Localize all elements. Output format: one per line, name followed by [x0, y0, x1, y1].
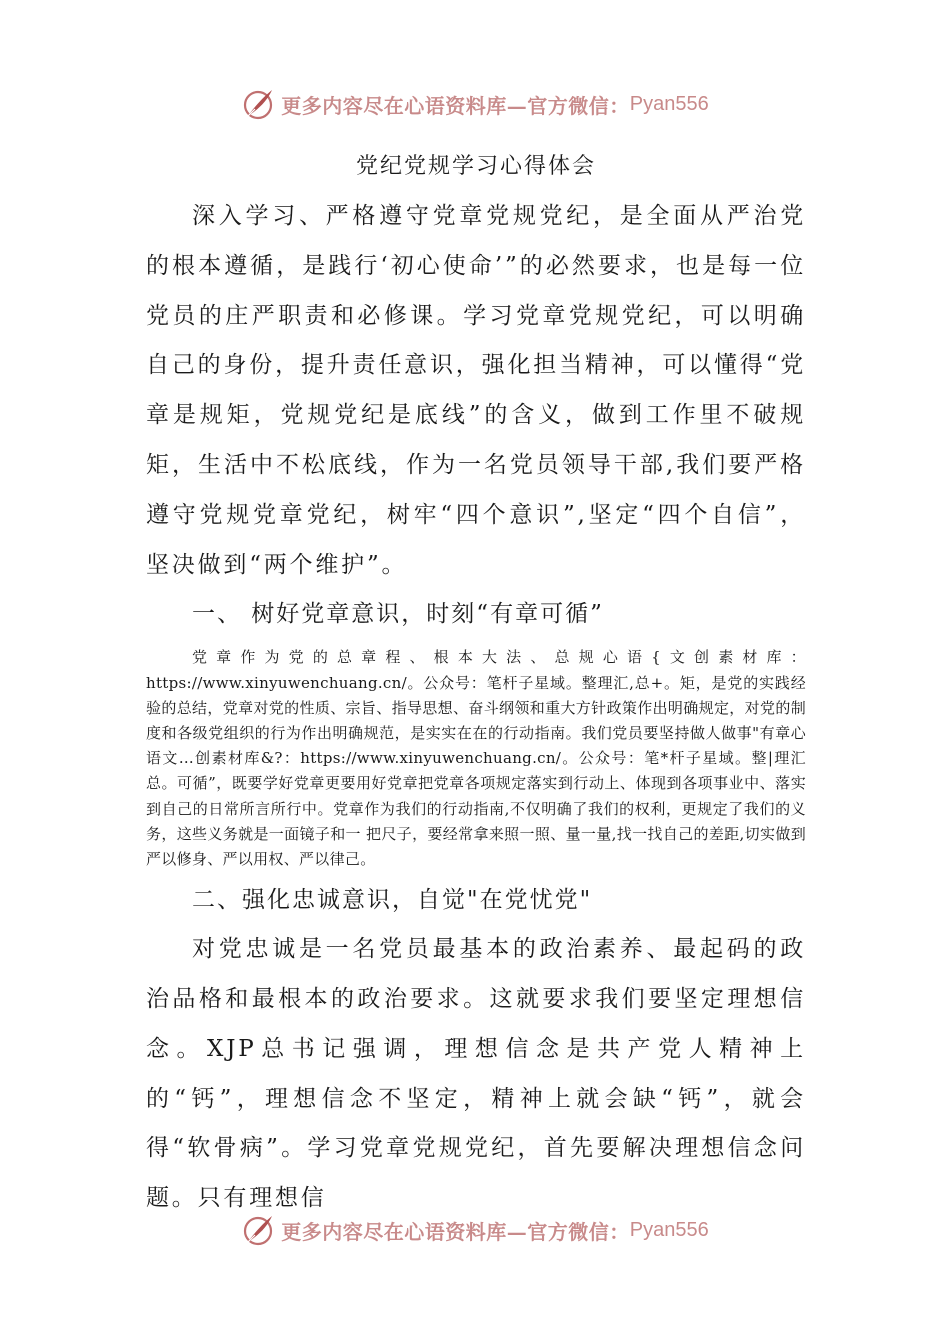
section-2-body: 对党忠诚是一名党员最基本的政治素养、最起码的政治品格和最根本的政治要求。这就要求我们要坚定理想信念。XJP总书记强调，理想信念是共产党人精神上的“钙”，理想信念不坚定，精神上就会缺“钙”，就会得“软骨病”。学习党章党规党纪，首先要解决理想信念问题。只有理想信	[146, 936, 806, 1212]
section-2-heading: 二、强化忠诚意识，自觉"在党忧党"	[192, 887, 593, 914]
banner-text: 更多内容尽在心语资料库—官方微信：	[281, 93, 630, 118]
header-banner	[0, 84, 950, 124]
quill-pen-circle-icon	[241, 1213, 275, 1247]
banner-text: 更多内容尽在心语资料库—官方微信：	[281, 1219, 630, 1244]
section-1-heading: 一、 树好党章意识，时刻“有章可循”	[192, 601, 604, 628]
intro-paragraph: 深入学习、严格遵守党章党规党纪，是全面从严治党的根本遵循，是践行‘初心使命’”的必然要求，也是每一位党员的庄严职责和必修课。学习党章党规党纪，可以明确自己的身份，提升责任意识，强化担当精神，可以懂得“党章是规矩，党规党纪是底线”的含义，做到工作里不破规矩，生活中不松底线，作为一名党员领导干部,我们要严格遵守党规党章党纪，树牢“四个意识”,坚定“四个自信”，坚决做到“两个维护”。	[146, 203, 806, 578]
document-body	[146, 142, 806, 1224]
banner-wechat-id: Pyan556	[629, 1218, 709, 1241]
quill-pen-circle-icon	[241, 87, 275, 121]
banner-wechat-id: Pyan556	[629, 92, 709, 115]
footer-banner	[0, 1210, 950, 1250]
document-title: 党纪党规学习心得体会	[355, 154, 596, 179]
section-1-body: 党章作为党的总章程、根本大法、总规心语{文创素材库：https://www.xinyuwenchuang.cn/。公众号：笔杆子星域。整理汇,总+。矩，是党的实践经验的总结，党章对党的性质、宗旨、指导思想、奋斗纲领和重大方针政策作出明确规定，对党的制度和各级党组织的行为作出明确规范，是实实在在的行动指南。我们党员要坚持做人做事"有章心语文…创素材库&?：https://www.xinyuwenchuang.cn/。公众号：笔*杆子星域。整|理汇总。可循”，既要学好党章更要用好党章把党章各项规定落实到行动上、体现到各项事业中、落实到自己的日常所言所行中。党章作为我们的行动指南,不仅明确了我们的权利，更规定了我们的义务，这些义务就是一面镜子和一 把尺子，要经常拿来照一照、量一量,找一找自己的差距,切实做到严以修身、严以用权、严以律己。	[146, 648, 806, 868]
